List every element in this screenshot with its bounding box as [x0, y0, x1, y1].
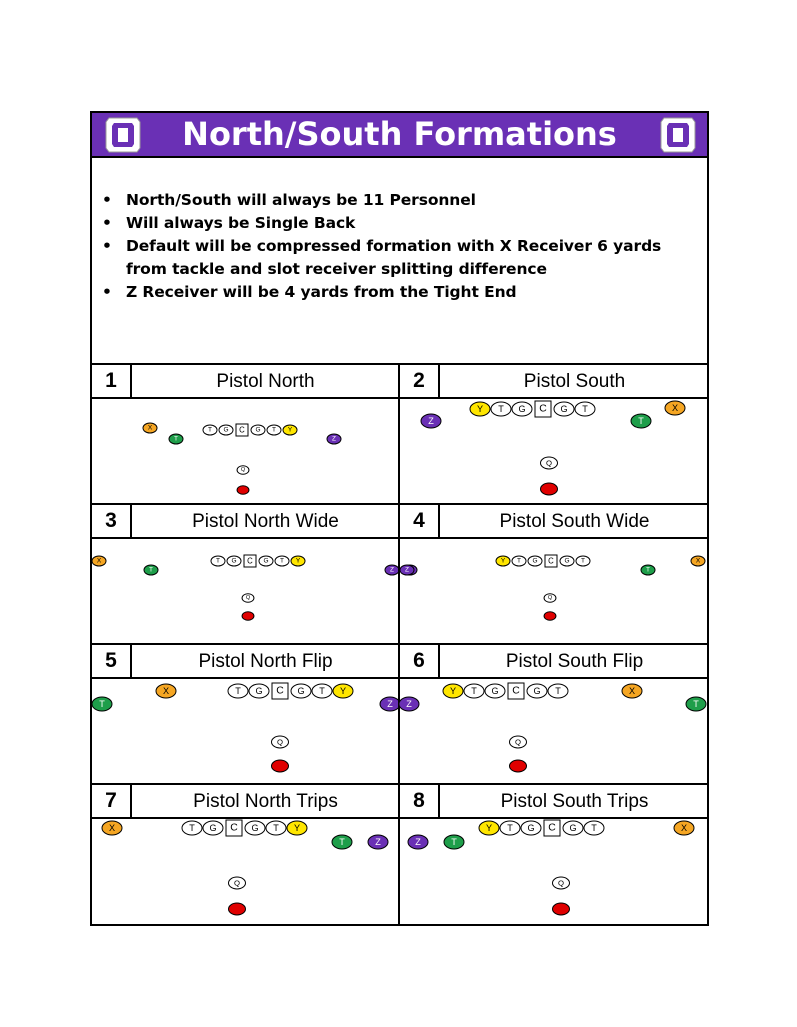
formation-number: 7 — [92, 785, 132, 817]
formation-card — [398, 505, 709, 645]
z-receiver-marker — [380, 697, 400, 711]
y-receiver-marker — [443, 684, 463, 698]
tackle-marker — [266, 821, 286, 835]
svg-text:G: G — [255, 426, 261, 434]
quarterback-marker — [510, 736, 527, 748]
svg-text:Q: Q — [245, 595, 251, 601]
svg-text:G: G — [255, 686, 263, 696]
x-receiver-marker — [156, 684, 176, 698]
quarterback-marker — [553, 877, 570, 889]
svg-text:X: X — [695, 557, 701, 565]
rule-item — [102, 212, 692, 235]
formation-header — [92, 365, 399, 399]
formation-diagram — [400, 399, 709, 505]
svg-text:G: G — [569, 823, 577, 833]
header-banner — [92, 113, 707, 158]
z-receiver-marker — [400, 565, 414, 575]
svg-text:G: G — [231, 557, 237, 565]
y-receiver-marker — [470, 402, 490, 416]
tight-end-marker — [169, 434, 183, 444]
formation-field-svg — [400, 539, 707, 645]
svg-text:Y: Y — [295, 557, 301, 565]
formation-number: 8 — [400, 785, 440, 817]
center-square — [236, 424, 248, 436]
guard-marker — [512, 402, 532, 416]
svg-text:Z: Z — [405, 566, 409, 574]
rule-text: North/South will always be 11 Personnel — [126, 191, 476, 209]
formation-diagram — [400, 679, 709, 785]
block-o-logo-icon-right — [660, 116, 696, 154]
center-square — [272, 683, 288, 699]
formation-number: 2 — [400, 365, 440, 397]
guard-marker — [219, 425, 233, 435]
guard-marker — [528, 556, 542, 566]
svg-text:C: C — [548, 822, 556, 834]
svg-text:X: X — [147, 424, 153, 432]
tight-end-marker — [144, 565, 158, 575]
row-divider — [92, 643, 707, 645]
svg-text:Z: Z — [415, 837, 421, 847]
bullet-icon: • — [102, 237, 112, 255]
quarterback-marker — [229, 877, 246, 889]
svg-text:T: T — [99, 699, 105, 709]
tight-end-marker — [641, 565, 655, 575]
svg-text:C: C — [539, 403, 547, 415]
page-title: North/South Formations — [182, 115, 617, 153]
rule-item — [102, 189, 692, 212]
tackle-marker — [312, 684, 332, 698]
svg-text:T: T — [581, 557, 585, 565]
formation-card — [92, 505, 399, 645]
row-divider — [92, 503, 707, 505]
svg-text:T: T — [498, 404, 504, 414]
svg-text:G: G — [209, 823, 217, 833]
formation-card — [398, 645, 709, 785]
x-receiver-marker — [674, 821, 694, 835]
svg-text:Z: Z — [375, 837, 381, 847]
running-back-marker — [237, 486, 249, 495]
formation-grid — [92, 365, 707, 926]
tackle-marker — [576, 556, 590, 566]
bullet-icon: • — [102, 283, 112, 301]
z-receiver-marker — [368, 835, 388, 849]
rule-text: Will always be Single Back — [126, 214, 356, 232]
formation-name: Pistol North Wide — [192, 511, 339, 532]
svg-text:Z: Z — [332, 435, 336, 443]
tackle-marker — [228, 684, 248, 698]
svg-text:Q: Q — [240, 467, 246, 473]
tight-end-marker — [631, 414, 651, 428]
row-divider — [92, 783, 707, 785]
guard-marker — [251, 425, 265, 435]
tackle-marker — [491, 402, 511, 416]
guard-marker — [259, 556, 273, 566]
formation-field-svg — [92, 679, 399, 785]
svg-text:T: T — [208, 426, 212, 434]
svg-text:Q: Q — [547, 595, 553, 601]
svg-text:G: G — [251, 823, 259, 833]
tight-end-marker — [332, 835, 352, 849]
guard-marker — [521, 821, 541, 835]
svg-text:T: T — [693, 699, 699, 709]
svg-text:Y: Y — [485, 823, 493, 833]
formation-field-svg — [92, 399, 399, 505]
svg-text:Q: Q — [514, 737, 522, 747]
svg-text:R: R — [277, 761, 283, 771]
running-back-marker — [272, 760, 289, 772]
svg-text:C: C — [239, 425, 245, 435]
rule-text: Z Receiver will be 4 yards from the Tight End — [126, 283, 517, 301]
formation-card — [92, 645, 399, 785]
tackle-marker — [548, 684, 568, 698]
center-square — [508, 683, 524, 699]
svg-text:X: X — [162, 686, 170, 696]
svg-text:T: T — [507, 823, 513, 833]
svg-text:T: T — [517, 557, 521, 565]
svg-text:C: C — [548, 556, 554, 566]
formation-name: Pistol North Trips — [193, 791, 338, 812]
z-receiver-marker — [385, 565, 399, 575]
svg-text:Q: Q — [545, 458, 553, 468]
svg-text:Y: Y — [476, 404, 484, 414]
tackle-marker — [203, 425, 217, 435]
svg-text:T: T — [216, 557, 220, 565]
guard-marker — [227, 556, 241, 566]
quarterback-marker — [544, 594, 556, 603]
rules-notes — [92, 158, 707, 365]
guard-marker — [249, 684, 269, 698]
formation-field-svg — [400, 679, 707, 785]
guard-marker — [554, 402, 574, 416]
svg-text:G: G — [223, 426, 229, 434]
y-receiver-marker — [291, 556, 305, 566]
running-back-marker — [229, 903, 246, 915]
quarterback-marker — [541, 457, 558, 469]
svg-text:G: G — [491, 686, 499, 696]
svg-text:Z: Z — [406, 699, 412, 709]
formation-field-svg — [92, 819, 399, 925]
guard-marker — [527, 684, 547, 698]
svg-text:T: T — [339, 837, 345, 847]
tackle-marker — [500, 821, 520, 835]
svg-text:T: T — [235, 686, 241, 696]
y-receiver-marker — [287, 821, 307, 835]
svg-text:Y: Y — [500, 557, 506, 565]
svg-text:G: G — [560, 404, 568, 414]
formation-header — [92, 505, 399, 539]
z-receiver-marker — [327, 434, 341, 444]
svg-text:Q: Q — [557, 878, 565, 888]
formation-card — [92, 365, 399, 505]
rule-text: Default will be compressed formation with X Receiver 6 yards from tackle and slot receiver splitting difference — [126, 237, 662, 278]
z-receiver-marker — [399, 697, 419, 711]
svg-text:Q: Q — [276, 737, 284, 747]
svg-text:T: T — [638, 416, 644, 426]
tackle-marker — [275, 556, 289, 566]
formation-header — [400, 365, 709, 399]
formation-field-svg — [400, 399, 707, 505]
svg-text:Y: Y — [339, 686, 347, 696]
svg-text:T: T — [280, 557, 284, 565]
center-square — [544, 820, 560, 836]
quarterback-marker — [242, 594, 254, 603]
formation-card — [92, 785, 399, 925]
tackle-marker — [182, 821, 202, 835]
svg-text:Y: Y — [293, 823, 301, 833]
svg-text:X: X — [628, 686, 636, 696]
svg-text:X: X — [671, 403, 679, 413]
formation-number: 3 — [92, 505, 132, 537]
svg-text:Q: Q — [233, 878, 241, 888]
z-receiver-marker — [421, 414, 441, 428]
svg-text:T: T — [189, 823, 195, 833]
x-receiver-marker — [92, 556, 106, 566]
svg-text:C: C — [247, 556, 253, 566]
bullet-icon: • — [102, 214, 112, 232]
svg-text:X: X — [96, 557, 102, 565]
x-receiver-marker — [691, 556, 705, 566]
svg-text:T: T — [319, 686, 325, 696]
svg-text:R: R — [558, 904, 564, 914]
svg-text:T: T — [646, 566, 650, 574]
formation-diagram — [400, 539, 709, 645]
tight-end-marker — [686, 697, 706, 711]
svg-text:T: T — [451, 837, 457, 847]
y-receiver-marker — [283, 425, 297, 435]
svg-text:T: T — [555, 686, 561, 696]
svg-text:G: G — [564, 557, 570, 565]
x-receiver-marker — [665, 401, 685, 415]
svg-text:R: R — [246, 613, 250, 619]
guard-marker — [485, 684, 505, 698]
formation-name: Pistol South Wide — [499, 511, 650, 532]
svg-text:X: X — [680, 823, 688, 833]
x-receiver-marker — [102, 821, 122, 835]
guard-marker — [560, 556, 574, 566]
quarterback-marker — [272, 736, 289, 748]
formation-header — [400, 785, 709, 819]
running-back-marker — [510, 760, 527, 772]
tackle-marker — [267, 425, 281, 435]
svg-text:R: R — [241, 487, 245, 493]
rule-item — [102, 281, 692, 304]
tackle-marker — [464, 684, 484, 698]
y-receiver-marker — [333, 684, 353, 698]
tackle-marker — [512, 556, 526, 566]
formation-card — [398, 365, 709, 505]
formation-name: Pistol South Flip — [505, 651, 644, 672]
formation-diagram — [400, 819, 709, 925]
svg-text:Z: Z — [428, 416, 434, 426]
guard-marker — [563, 821, 583, 835]
running-back-marker — [541, 483, 558, 495]
svg-text:R: R — [546, 484, 552, 494]
tight-end-marker — [92, 697, 112, 711]
formation-header — [400, 645, 709, 679]
svg-text:G: G — [532, 557, 538, 565]
svg-text:C: C — [512, 685, 520, 697]
formation-diagram — [92, 819, 399, 925]
svg-text:C: C — [230, 822, 238, 834]
formation-header — [92, 785, 399, 819]
tackle-marker — [584, 821, 604, 835]
formation-name: Pistol South — [523, 371, 626, 392]
formation-diagram — [92, 399, 399, 505]
formation-diagram — [92, 679, 399, 785]
svg-text:G: G — [533, 686, 541, 696]
svg-text:Z: Z — [390, 566, 394, 574]
formation-name: Pistol South Trips — [500, 791, 649, 812]
svg-text:X: X — [108, 823, 116, 833]
svg-text:G: G — [297, 686, 305, 696]
guard-marker — [245, 821, 265, 835]
formation-header — [92, 645, 399, 679]
running-back-marker — [242, 612, 254, 621]
guard-marker — [291, 684, 311, 698]
svg-text:T: T — [582, 404, 588, 414]
svg-text:G: G — [518, 404, 526, 414]
svg-text:R: R — [515, 761, 521, 771]
x-receiver-marker — [143, 423, 157, 433]
svg-text:T: T — [591, 823, 597, 833]
formation-number: 1 — [92, 365, 132, 397]
formation-card — [398, 785, 709, 925]
svg-text:R: R — [548, 613, 552, 619]
x-receiver-marker — [622, 684, 642, 698]
svg-text:Z: Z — [387, 699, 393, 709]
y-receiver-marker — [479, 821, 499, 835]
center-square — [226, 820, 242, 836]
svg-text:R: R — [234, 904, 240, 914]
formation-header — [400, 505, 709, 539]
tackle-marker — [575, 402, 595, 416]
rules-list — [102, 189, 692, 304]
tight-end-marker — [444, 835, 464, 849]
center-square — [535, 401, 551, 417]
y-receiver-marker — [496, 556, 510, 566]
z-receiver-marker — [408, 835, 428, 849]
formation-field-svg — [400, 819, 707, 925]
svg-text:T: T — [471, 686, 477, 696]
formation-name: Pistol North — [216, 371, 315, 392]
svg-text:C: C — [276, 685, 284, 697]
svg-text:Y: Y — [287, 426, 293, 434]
center-square — [244, 555, 256, 567]
formations-sheet — [90, 111, 709, 926]
bullet-icon: • — [102, 191, 112, 209]
svg-text:T: T — [273, 823, 279, 833]
formation-number: 5 — [92, 645, 132, 677]
svg-text:T: T — [174, 435, 178, 443]
svg-text:G: G — [263, 557, 269, 565]
svg-text:G: G — [527, 823, 535, 833]
formation-diagram — [92, 539, 399, 645]
guard-marker — [203, 821, 223, 835]
svg-text:T: T — [272, 426, 276, 434]
quarterback-marker — [237, 466, 249, 475]
svg-text:Y: Y — [449, 686, 457, 696]
formation-number: 4 — [400, 505, 440, 537]
running-back-marker — [544, 612, 556, 621]
formation-field-svg — [92, 539, 399, 645]
rule-item — [102, 235, 692, 281]
center-square — [545, 555, 557, 567]
tackle-marker — [211, 556, 225, 566]
formation-number: 6 — [400, 645, 440, 677]
formation-name: Pistol North Flip — [198, 651, 333, 672]
svg-text:T: T — [149, 566, 153, 574]
running-back-marker — [553, 903, 570, 915]
